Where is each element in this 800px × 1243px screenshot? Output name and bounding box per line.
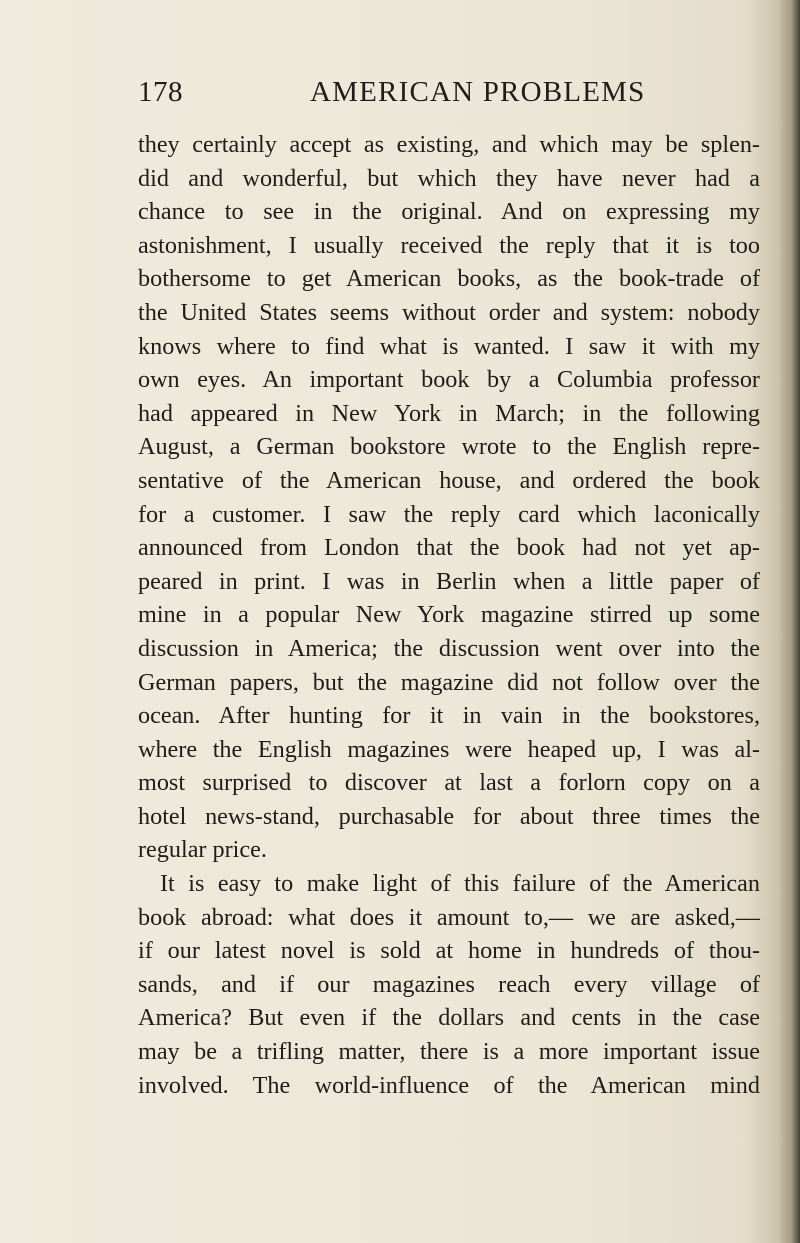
text-line: may be a trifling matter, there is a more important issue <box>138 1038 760 1066</box>
text-line: discussion in America; the discussion went over into the <box>138 634 760 662</box>
text-line-paragraph-start: It is easy to make light of this failure of the American <box>160 870 760 898</box>
text-line: involved. The world-influence of the American mind <box>138 1071 760 1099</box>
text-line: most surprised to discover at last a forlorn copy on a <box>138 769 760 797</box>
running-head: AMERICAN PROBLEMS <box>310 76 646 108</box>
text-line: sands, and if our magazines reach every village of <box>138 970 760 998</box>
text-line: they certainly accept as existing, and which may be splen- <box>138 131 760 158</box>
text-line: astonishment, I usually received the reply that it is too <box>138 231 760 259</box>
text-line: German papers, but the magazine did not follow over the <box>138 668 760 696</box>
text-line: for a customer. I saw the reply card which laconically <box>138 500 760 528</box>
page-header <box>138 74 760 118</box>
text-line: hotel news-stand, purchasable for about three times the <box>138 802 760 830</box>
text-line: announced from London that the book had not yet ap- <box>138 534 760 562</box>
text-line-paragraph-end: regular price. <box>138 836 267 864</box>
text-line: where the English magazines were heaped up, I was al- <box>138 735 760 763</box>
text-line: chance to see in the original. And on expressing my <box>138 198 760 226</box>
text-line: had appeared in New York in March; in the following <box>138 399 760 427</box>
text-line: America? But even if the dollars and cents in the case <box>138 1004 760 1032</box>
page-edge-shadow <box>778 0 800 1243</box>
text-line: if our latest novel is sold at home in hundreds of thou- <box>138 937 760 965</box>
text-line: bothersome to get American books, as the book-trade of <box>138 265 760 293</box>
text-line: did and wonderful, but which they have never had a <box>138 164 760 192</box>
text-line: own eyes. An important book by a Columbia professor <box>138 366 760 394</box>
text-line: August, a German bookstore wrote to the English repre- <box>138 433 760 461</box>
text-line: mine in a popular New York magazine stirred up some <box>138 601 760 629</box>
text-line: knows where to find what is wanted. I saw it with my <box>138 332 760 360</box>
text-line: book abroad: what does it amount to,— we are asked,— <box>138 903 760 931</box>
body-text <box>138 128 760 1102</box>
text-line: sentative of the American house, and ordered the book <box>138 466 760 494</box>
text-line: peared in print. I was in Berlin when a little paper of <box>138 567 760 595</box>
text-line: ocean. After hunting for it in vain in the bookstores, <box>138 702 760 730</box>
page-number: 178 <box>138 76 183 108</box>
text-line: the United States seems without order and system: nobody <box>138 298 760 326</box>
